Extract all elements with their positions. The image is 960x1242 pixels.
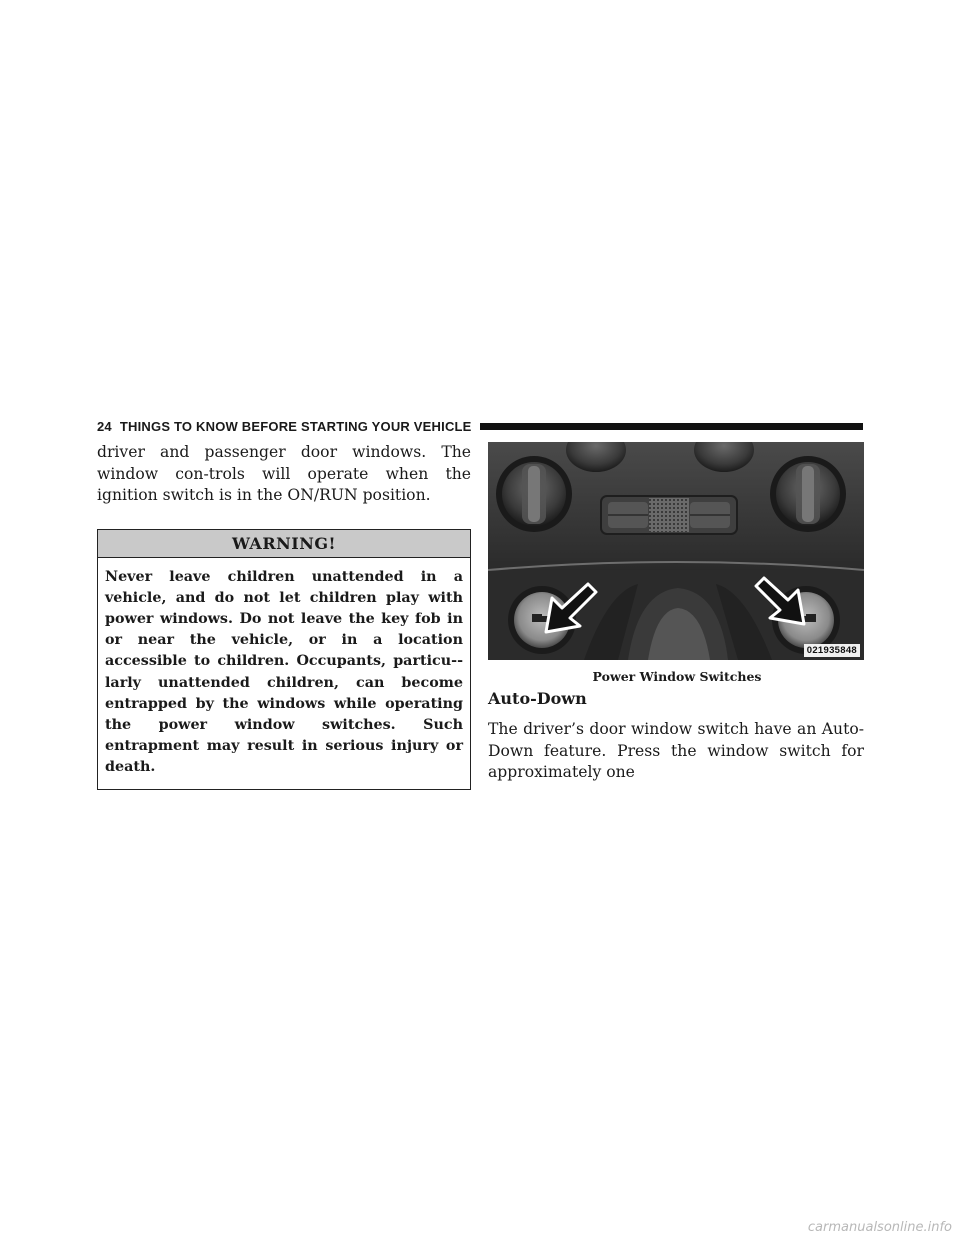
section-title: THINGS TO KNOW BEFORE STARTING YOUR VEHICLE	[119, 418, 472, 434]
figure-caption: Power Window Switches	[592, 669, 762, 684]
speaker-grille	[649, 498, 689, 532]
watermark: carmanualsonline.info	[807, 1220, 952, 1235]
auto-down-paragraph: The driver’s door window switch have an Auto-Down feature. Press the window switch for approximately one	[488, 720, 864, 781]
warning-title: WARNING!	[98, 530, 470, 558]
intro-paragraph: driver and passenger door windows. The window con-trols will operate when the ignition switch is in the ON/RUN position.	[97, 443, 471, 504]
running-header	[97, 416, 863, 436]
warning-box	[97, 529, 471, 790]
dashboard-illustration	[488, 442, 864, 660]
figure-id-label: 021935848	[804, 644, 860, 657]
right-vent-knob	[770, 456, 846, 532]
left-column	[97, 442, 471, 790]
left-vent-knob	[496, 456, 572, 532]
header-rule	[480, 423, 863, 430]
power-window-switches-photo	[488, 442, 864, 660]
auto-down-heading: Auto-Down	[488, 689, 587, 708]
warning-text: Never leave children unattended in a vehicle, and do not let children play with power windows. Do not leave the key fob in or near the vehicle, or in a location accessible to children. Occupants, particu-larly unattended children, can become entrapped by the windows while operating the power window switches. Such entrapment may result in serious injury or death.	[105, 568, 463, 776]
page-number: 24	[97, 418, 112, 434]
right-column	[488, 442, 864, 784]
